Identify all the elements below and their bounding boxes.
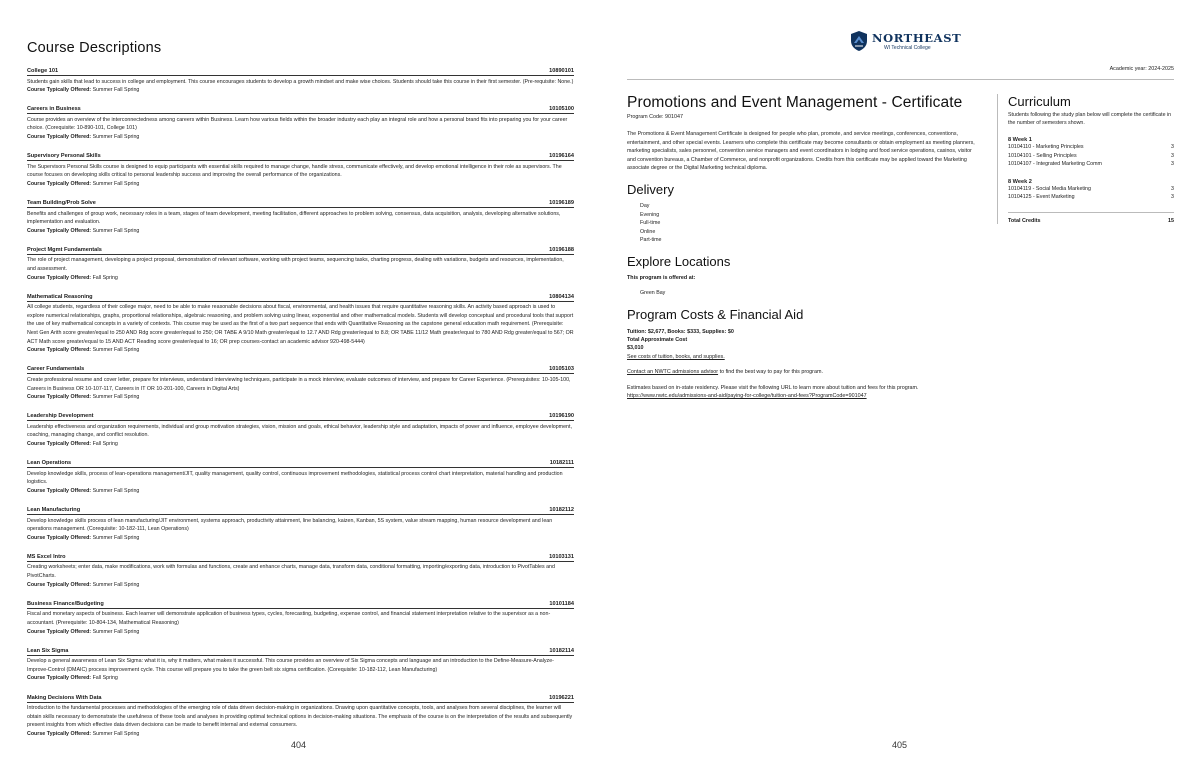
course-description: The role of project management, developing a project proposal, demonstration of relevant software, working with project teams, sequencing tasks, charting progress, dealing with variations, budgets and resources, implementation, and assessment.	[27, 257, 564, 272]
course-offered-value: Summer Fall Spring	[92, 133, 140, 140]
curriculum-course-name: 10104107 - Integrated Marketing Comm	[1008, 161, 1102, 168]
estimate-note: Estimates based on in-state residency. Please visit the following URL to learn more about tuition and fees for this program.	[627, 384, 919, 391]
course-code: 10804134	[549, 293, 574, 300]
course-name: Mathematical Reasoning	[27, 293, 93, 300]
total-cost-label: Total Approximate Cost	[627, 336, 688, 343]
course-entry	[27, 460, 574, 495]
locations-heading: Explore Locations	[627, 253, 731, 269]
divider	[627, 79, 1174, 80]
curriculum-course-row	[1008, 143, 1174, 152]
course-code: 10196221	[549, 694, 574, 701]
curriculum-course-name: 10104119 - Social Media Marketing	[1008, 185, 1091, 192]
course-entry	[27, 366, 574, 401]
course-offered	[27, 581, 574, 590]
curriculum-course-row	[1008, 185, 1174, 194]
course-description: Create professional resume and cover letter, prepare for interviews, understand interviewing techniques, participate in a mock interview, evaluate outcomes of interview, and prepare for Career Experience. (Prerequisites: 10-105-100, Careers in Business OR 10-107-117, Careers in IT OR 10-201-100, Careers in Digital Arts)	[27, 376, 571, 392]
course-name: Lean Operations	[27, 460, 72, 467]
program-main-column	[627, 94, 982, 400]
course-header	[27, 366, 574, 374]
course-offered-label: Course Typically Offered:	[27, 394, 92, 401]
course-entry	[27, 153, 574, 188]
total-credits-row	[1008, 212, 1174, 224]
curriculum-term-label: 8 Week 1	[1008, 137, 1032, 143]
costs-heading: Program Costs & Financial Aid	[627, 306, 804, 322]
course-name: MS Excel Intro	[27, 553, 66, 560]
course-code: 10196188	[549, 246, 574, 253]
course-name: College 101	[27, 68, 59, 74]
delivery-option: Evening	[640, 211, 660, 218]
course-description: Introduction to the fundamental processes and methodologies of the emerging role of data driven decision-making in organizations. Drawing upon quantitative concepts, tools, and analyses from several disciplines, the learner will obtain skills necessary to demonstrate the usefulness of these tools and analyses in providing optimal technical options in decision-making situations. The emphasis of the course is on the interpretation of the results and subsequently present insights from which effective data driven decisions can be made to benefit internal and external consumers.	[27, 705, 573, 729]
course-list	[27, 68, 574, 750]
course-header	[27, 460, 574, 468]
course-code: 10182111	[549, 460, 574, 467]
course-header	[27, 507, 574, 515]
course-offered-label: Course Typically Offered:	[27, 581, 92, 588]
course-offered-label: Course Typically Offered:	[27, 628, 92, 635]
course-name: Supervisory Personal Skills	[27, 153, 101, 160]
course-code: 10890101	[549, 68, 574, 74]
course-code: 10196164	[549, 153, 574, 160]
page-number: 404	[291, 740, 307, 750]
course-entry	[27, 294, 574, 355]
course-offered-label: Course Typically Offered:	[27, 180, 92, 187]
course-offered-value: Fall Spring	[92, 675, 118, 682]
total-credits-label: Total Credits	[1008, 217, 1041, 224]
location-item: Green Bay	[640, 289, 666, 296]
course-offered-label: Course Typically Offered:	[27, 133, 92, 140]
course-entry	[27, 200, 574, 235]
academic-year: Academic year: 2024-2025	[1109, 66, 1174, 72]
course-description: Develop a general awareness of Lean Six Sigma: what it is, why it matters, what makes it successful. This course provides an overview of Six Sigma concepts and language and an introduction to the Define-Measure-Analyze-Improve-Control (DMAIC) process improvement cycle. This course will prepare you to take the green belt six sigma certification. (Corequisite: 10-182-112, Lean Manufacturing)	[27, 658, 554, 673]
delivery-list	[640, 202, 982, 245]
locations-intro: This program is offered at:	[627, 274, 696, 281]
course-header	[27, 413, 574, 421]
curriculum-course-credits: 3	[1171, 194, 1174, 201]
delivery-option: Day	[640, 202, 650, 209]
course-code: 10196189	[549, 200, 574, 207]
course-offered-value: Summer Fall Spring	[92, 534, 140, 541]
course-code: 10105100	[549, 106, 574, 113]
curriculum-course-name: 10104125 - Event Marketing	[1008, 194, 1075, 201]
course-offered-value: Summer Fall Spring	[92, 487, 140, 494]
page-title: Course Descriptions	[27, 40, 162, 56]
course-offered-label: Course Typically Offered:	[27, 675, 92, 682]
course-name: Careers in Business	[27, 106, 81, 113]
course-description: Develop knowledge skills process of lean manufacturing/JIT environment, systems approach, productivity attainment, line balancing, kaizen, Kanban, 5S system, value stream mapping, human resource development and lean operations management. (Corequisite: 10-182-111, Lean Operations)	[27, 517, 553, 533]
course-offered-label: Course Typically Offered:	[27, 227, 92, 234]
curriculum-sidebar	[997, 94, 1174, 224]
course-name: Business Finance/Budgeting	[27, 600, 104, 607]
curriculum-course-row	[1008, 160, 1174, 169]
course-description: Course provides an overview of the interconnectedness among careers within Business. Learn how various fields within the broader industry each play an integral role and how a personal brand fits into preparing you for your career choice. (Corequisite: 10-890-101, College 101)	[27, 116, 568, 132]
tuition-line: Tuition: $2,677, Books: $333, Supplies: $0	[627, 328, 734, 335]
right-page	[600, 0, 1200, 776]
college-logo	[850, 30, 961, 52]
total-credits-value: 15	[1168, 217, 1174, 224]
course-offered-label: Course Typically Offered:	[27, 274, 92, 281]
program-code: Program Code: 901047	[627, 114, 684, 120]
logo-subtitle: WI Technical College	[884, 44, 931, 51]
course-name: Leadership Development	[27, 413, 94, 420]
course-entry	[27, 247, 574, 282]
course-name: Career Fundamentals	[27, 366, 85, 373]
course-offered-value: Summer Fall Spring	[92, 628, 140, 635]
course-description: All college students, regardless of their college major, need to be able to make reasonable decisions about fiscal, environmental, and health issues that require quantitative reasoning skills. An activity based approach is used to explore numerical relationships, graphs, proportional relationships, algebraic reasoning, and problem solving using linear, exponential and other mathematical models. Students will develop conceptual and procedural tools that support the use of key mathematical concepts in a variety of contexts. This course may be used as the first of a two part sequence that ends with Quantitative Reasoning as the capstone general education math requirement. (Prerequisite: Next Gen Arith score greater/equal to 250 AND Rdg score greater/equal to 250; OR TABE A 9/10 Math greater/equal to 12.7 AND Rdg greater/equal to 8.8; OR TABE 11/12 Math greater/equal to 780 AND Rdg greater/equal to 567; OR ACT Math score greater/equal to 15 AND ACT Reading score greater/equal to 16; OR prep courses-contact an academic advisor 920-498-5444)	[27, 304, 574, 345]
course-offered-value: Summer Fall Spring	[92, 347, 140, 354]
course-offered-value: Summer Fall Spring	[92, 180, 140, 187]
course-name: Lean Manufacturing	[27, 507, 81, 514]
costs-block	[627, 328, 982, 401]
course-offered	[27, 628, 574, 637]
delivery-option: Part-time	[640, 237, 662, 244]
course-entry	[27, 648, 574, 683]
course-description: The Supervisors Personal Skills course is designed to equip participants with essential skills required to manage change, handle stress, communicate effectively, and develop emotional intelligence in their role as supervisors. The course focuses on developing skills critical to personal leadership success and improving the overall performance of the organizations.	[27, 163, 562, 179]
advisor-text: to find the best way to pay for this program.	[718, 369, 823, 376]
curriculum-course-row	[1008, 152, 1174, 161]
curriculum-term-label: 8 Week 2	[1008, 178, 1032, 185]
course-offered-value: Fall Spring	[92, 441, 118, 447]
course-entry	[27, 601, 574, 636]
course-description: Creating worksheets; enter data, make modifications, work with formulas and functions, create and enhance charts, manage data, transform data, conditional formatting, importing/exporting data, introduction to PivotTables and PivotCharts.	[27, 564, 555, 580]
course-code: 10196190	[549, 413, 574, 420]
curriculum-course-credits: 3	[1171, 144, 1174, 150]
total-cost-value: $3,010	[627, 345, 644, 352]
course-description: Fiscal and monetary aspects of business. Each learner will demonstrate application of business types, cycles, forecasting, budgeting, expense control, and financial statement interpretation relative to the supervisor as a non-accountant. (Prerequisite: 10-804-134, Mathematical Reasoning)	[27, 611, 551, 626]
course-offered	[27, 274, 574, 283]
course-header	[27, 247, 574, 255]
delivery-heading: Delivery	[627, 181, 674, 197]
course-offered-label: Course Typically Offered:	[27, 730, 92, 737]
course-header	[27, 153, 574, 161]
course-offered	[27, 346, 574, 355]
course-name: Making Decisions With Data	[27, 694, 102, 701]
program-title: Promotions and Event Management - Certificate	[627, 94, 963, 111]
course-offered-label: Course Typically Offered:	[27, 347, 92, 354]
costs-link[interactable]: See costs of tuition, books, and supplies.	[627, 353, 725, 360]
course-offered-value: Summer Fall Spring	[92, 87, 140, 94]
course-offered	[27, 227, 574, 236]
course-code: 10101184	[549, 600, 574, 607]
course-offered-label: Course Typically Offered:	[27, 441, 92, 447]
course-entry	[27, 507, 574, 542]
course-offered	[27, 730, 574, 739]
delivery-option: Online	[640, 228, 656, 235]
course-header	[27, 106, 574, 114]
course-code: 10105103	[549, 366, 574, 373]
curriculum-course-credits: 3	[1171, 152, 1174, 159]
course-offered-value: Summer Fall Spring	[92, 394, 140, 401]
course-name: Lean Six Sigma	[27, 647, 69, 654]
course-header	[27, 601, 574, 609]
curriculum-heading: Curriculum	[1008, 94, 1071, 109]
course-offered	[27, 133, 574, 142]
program-description: The Promotions & Event Management Certificate is designed for people who plan, promote, and service meetings, conferences, conventions, entertainment, and other special events. Learners who complete this certificate may become consultants or obtain employment as meeting planners, marketing specialists, sales personnel, convention service managers and event coordinators in lodging and food service operations, casinos, visitor and convention bureaus, a Chamber of Commerce, and nonprofit organizations. Credits from this certificate may be applied toward the Marketing associate degree or the Digital Marketing technical diploma.	[627, 131, 975, 172]
course-description: Students gain skills that lead to success in college and employment. This course encourages students to develop a growth mindset and make wise choices. Students should take this course in their first semester. (Pre-requisite: None.)	[27, 78, 574, 85]
course-offered	[27, 393, 574, 402]
course-offered-value: Summer Fall Spring	[92, 227, 140, 234]
curriculum-course-row	[1008, 193, 1174, 202]
curriculum-course-name: 10104110 - Marketing Principles	[1008, 144, 1084, 150]
course-offered	[27, 180, 574, 189]
course-code: 10103131	[549, 553, 574, 560]
course-header	[27, 554, 574, 562]
course-header	[27, 68, 574, 76]
curriculum-course-credits: 3	[1171, 185, 1174, 192]
advisor-link[interactable]: Contact an NWTC admissions advisor	[627, 369, 719, 376]
course-header	[27, 648, 574, 656]
curriculum-intro: Students following the study plan below will complete the certificate in the number of semesters shown.	[1008, 112, 1172, 126]
curriculum-terms	[1008, 137, 1174, 202]
course-offered	[27, 86, 574, 95]
course-entry	[27, 413, 574, 448]
course-offered-label: Course Typically Offered:	[27, 87, 92, 94]
locations-list	[640, 289, 982, 298]
course-description: Benefits and challenges of group work, necessary roles in a team, stages of team development, meeting facilitation, different approaches to problem solving, consensus, data acquisition, analysis, developing alternative solutions, implementation and evaluation.	[27, 210, 561, 226]
course-entry	[27, 695, 574, 739]
course-description: Develop knowledge skills, process of lean-operations management/JIT, quality management, quality control, continuous improvement methodologies, statistical process control chart interpretation, material handling and production logistics.	[27, 470, 563, 486]
page-number: 405	[892, 740, 908, 750]
logo-wordmark: NORTHEAST	[872, 30, 962, 45]
course-offered	[27, 487, 574, 496]
course-offered-value: Summer Fall Spring	[92, 730, 140, 737]
course-offered-value: Summer Fall Spring	[92, 581, 140, 588]
course-offered-label: Course Typically Offered:	[27, 487, 92, 494]
course-description: Leadership effectiveness and organization requirements, individual and group motivation strategies, vision, mission and goals, ethical behavior, leadership style and adaptation, impacts of power and influence, employee development, coaching, managing change, and conflict resolution.	[27, 423, 572, 439]
shield-icon	[850, 30, 868, 52]
course-offered	[27, 440, 574, 449]
course-offered-value: Fall Spring	[92, 274, 118, 281]
course-offered-label: Course Typically Offered:	[27, 534, 92, 541]
course-entry	[27, 68, 574, 95]
delivery-option: Full-time	[640, 220, 661, 227]
course-entry	[27, 106, 574, 141]
curriculum-course-name: 10104101 - Selling Principles	[1008, 152, 1077, 159]
course-code: 10182112	[549, 507, 574, 514]
course-header	[27, 294, 574, 302]
course-header	[27, 695, 574, 703]
course-offered	[27, 534, 574, 543]
course-entry	[27, 554, 574, 589]
course-offered	[27, 674, 574, 683]
course-code: 10182114	[549, 647, 574, 654]
course-name: Project Mgmt Fundamentals	[27, 246, 102, 253]
course-name: Team Building/Prob Solve	[27, 200, 96, 207]
tuition-url-link[interactable]: https://www.nwtc.edu/admissions-and-aid/paying-for-college/tuition-and-fees?ProgramCode=901047	[627, 392, 867, 399]
curriculum-course-credits: 3	[1171, 161, 1174, 168]
course-header	[27, 200, 574, 208]
